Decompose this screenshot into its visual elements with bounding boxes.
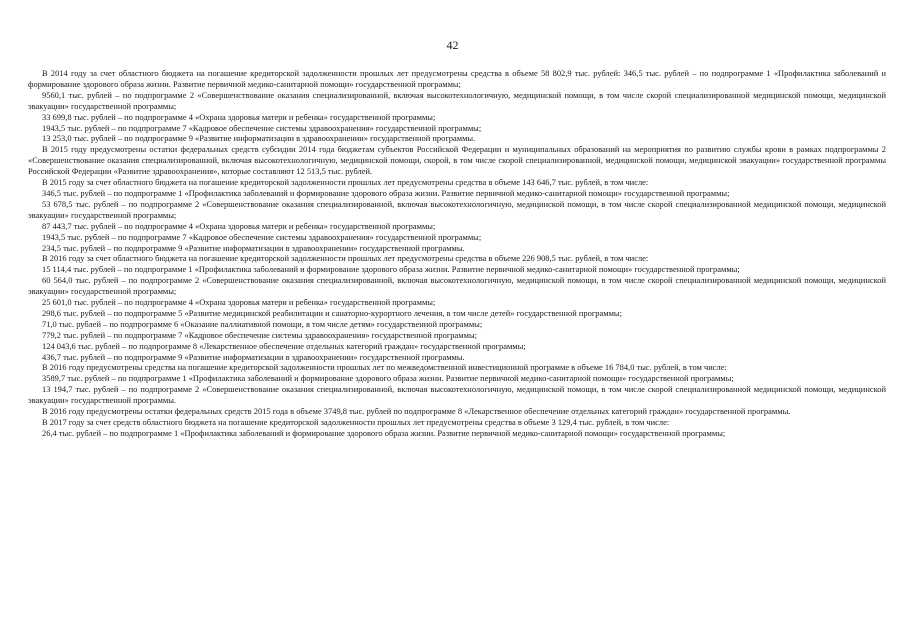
paragraph: 53 678,5 тыс. рублей – по подпрограмме 2 «Совершенствование оказания специализированной, включая высокотехнологичную, медицинской помощи, в том числе скорой специализированной медицинской помощи, медицинской эвакуации» государственной программы; bbox=[28, 198, 886, 220]
paragraph: 60 564,0 тыс. рублей – по подпрограмме 2 «Совершенствование оказания специализированной, включая высокотехнологичную, медицинской помощи, в том числе скорой специализированной медицинской помощи, медицинской эвакуации» государственной программы; bbox=[28, 275, 886, 297]
paragraph: 87 443,7 тыс. рублей – по подпрограмме 4 «Охрана здоровья матери и ребенка» государственной программы; bbox=[42, 220, 436, 231]
paragraph: 15 114,4 тыс. рублей – по подпрограмме 1 «Профилактика заболеваний и формирование здорового образа жизни. Развитие первичной медико-санитарной помощи» государственной программы; bbox=[42, 264, 740, 275]
paragraph: В 2014 году за счет областного бюджета на погашение кредиторской задолженности прошлых лет предусмотрены средства в объеме 58 802,9 тыс. рублей: 346,5 тыс. рублей – по подпрограмме 1 «Профилактика заболеваний и формирование здорового образа жизни. Развитие первичной медико-санитарной помощи» государственной программы; bbox=[28, 68, 886, 89]
paragraph: 298,6 тыс. рублей – по подпрограмме 5 «Развитие медицинской реабилитации и санаторно-курортного лечения, в том числе детей» государственной программы; bbox=[42, 307, 622, 318]
paragraph: В 2016 году за счет областного бюджета на погашение кредиторской задолженности прошлых лет предусмотрены средства в объеме 226 908,5 тыс. рублей, в том числе: bbox=[42, 253, 649, 264]
page-number: 42 bbox=[446, 38, 459, 52]
paragraph: 1943,5 тыс. рублей – по подпрограмме 7 «Кадровое обеспечение системы здравоохранения» государственной программы; bbox=[42, 231, 482, 242]
paragraph: 25 601,0 тыс. рублей – по подпрограмме 4 «Охрана здоровья матери и ребенка» государственной программы; bbox=[42, 297, 436, 308]
paragraph: 9560,1 тыс. рублей – по подпрограмме 2 «Совершенствование оказания специализированной, включая высокотехнологичную, медицинской помощи, в том числе скорой специализированной медицинской помощи, медицинской эвакуации» государственной программы; bbox=[28, 89, 886, 111]
paragraph: В 2016 году предусмотрены остатки федеральных средств 2015 года в объеме 3749,8 тыс. рублей по подпрограмме 8 «Лекарственное обеспечение отдельных категорий граждан» государственной программы. bbox=[42, 406, 791, 417]
paragraph: 346,5 тыс. рублей – по подпрограмме 1 «Профилактика заболеваний и формирование здорового образа жизни. Развитие первичной медико-санитарной помощи» государственной программы; bbox=[42, 187, 730, 198]
paragraph: 3589,7 тыс. рублей – по подпрограмме 1 «Профилактика заболеваний и формирование здорового образа жизни. Развитие первичной медико-санитарной помощи» государственной программы; bbox=[42, 373, 734, 384]
paragraph: 234,5 тыс. рублей – по подпрограмме 9 «Развитие информатизации в здравоохранении» государственной программы. bbox=[42, 242, 465, 253]
paragraph: 26,4 тыс. рублей – по подпрограмме 1 «Профилактика заболеваний и формирование здорового образа жизни. Развитие первичной медико-санитарной помощи» государственной программы; bbox=[42, 427, 726, 438]
paragraph: В 2017 году за счет средств областного бюджета на погашение кредиторской задолженности прошлых лет предусмотрены средства в объеме 3 129,4 тыс. рублей, в том числе: bbox=[42, 417, 670, 427]
paragraph: 33 699,8 тыс. рублей – по подпрограмме 4 «Охрана здоровья матери и ребенка» государственной программы; bbox=[42, 111, 436, 122]
paragraph: 436,7 тыс. рублей – по подпрограмме 9 «Развитие информатизации в здравоохранении» государственной программы. bbox=[42, 351, 465, 362]
paragraph: 13 253,0 тыс. рублей – по подпрограмме 9 «Развитие информатизации в здравоохранении» государственной программы. bbox=[42, 133, 476, 144]
paragraph: В 2016 году предусмотрены средства на погашение кредиторской задолженности прошлых лет по межведомственной инвестиционной программе в объеме 16 784,0 тыс. рублей, в том числе: bbox=[42, 362, 727, 373]
paragraph: 13 194,7 тыс. рублей – по подпрограмме 2 «Совершенствование оказания специализированной, включая высокотехнологичную, медицинской помощи, в том числе скорой специализированной медицинской помощи, медицинской эвакуации» государственной программы. bbox=[28, 384, 886, 406]
document-body bbox=[28, 68, 886, 439]
paragraph: 779,2 тыс. рублей – по подпрограмме 7 «Кадровое обеспечение системы здравоохранения» государственной программы; bbox=[42, 329, 477, 340]
paragraph: 124 043,6 тыс. рублей – по подпрограмме 8 «Лекарственное обеспечение отдельных категорий граждан» государственной программы; bbox=[42, 340, 526, 351]
paragraph: В 2015 году за счет областного бюджета на погашение кредиторской задолженности прошлых лет предусмотрены средства в объеме 143 646,7 тыс. рублей, в том числе: bbox=[42, 177, 649, 188]
paragraph: 71,0 тыс. рублей – по подпрограмме 6 «Оказание паллиативной помощи, в том числе детям» государственной программы; bbox=[42, 318, 483, 329]
paragraph: В 2015 году предусмотрены остатки федеральных средств субсидии 2014 года бюджетам субъектов Российской Федерации и муниципальных образований на мероприятия по развитию службы крови в рамках подпрограммы 2 «Совершенствование оказания специализированной, включая высокотехнологичную, медицинской помощи, скорой, в том числе скорой специализированной, медицинской помощи, медицинской эвакуации» государственной программы Российской Федерации «Развитие здравоохранения», которые составляют 12 513,5 тыс. рублей. bbox=[28, 144, 886, 177]
paragraph: 1943,5 тыс. рублей – по подпрограмме 7 «Кадровое обеспечение системы здравоохранения» государственной программы; bbox=[42, 122, 482, 133]
